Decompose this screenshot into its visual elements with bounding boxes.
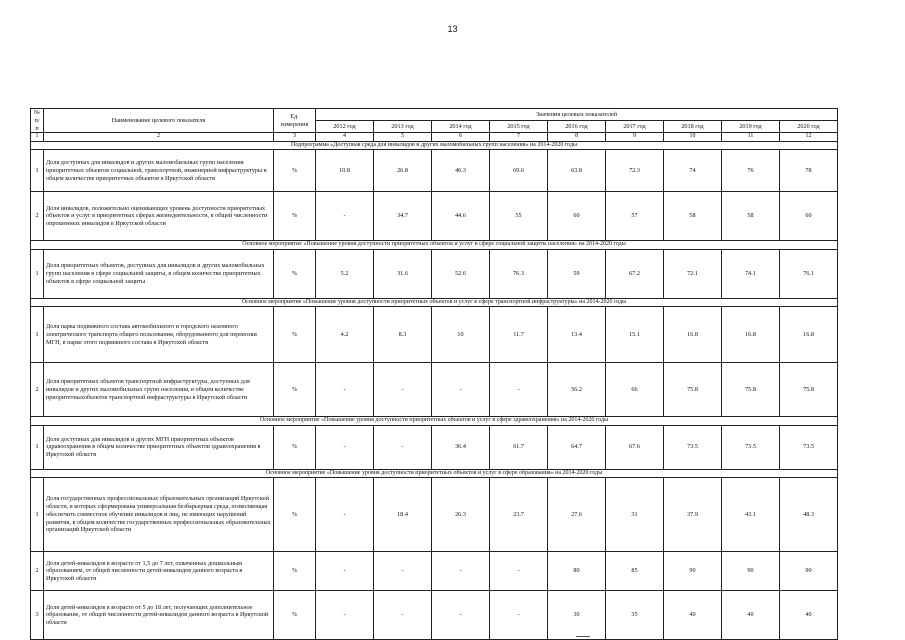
indicator-name: Доля приоритетных объектов транспортной инфраструктуры, доступных для инвалидов и других маломобильных групп населения, в общем количестве приоритетныхобъектов транспортной инфраструктуры в Иркутской области [44, 363, 274, 417]
value-cell: - [316, 591, 374, 640]
value-cell: - [316, 425, 374, 469]
value-cell: 4.2 [316, 307, 374, 363]
value-cell: 73.5 [664, 425, 722, 469]
value-cell: 31.6 [374, 249, 432, 298]
section-title-row [31, 241, 838, 250]
value-cell: 75.8 [664, 363, 722, 417]
value-cell: 57 [606, 192, 664, 241]
section-title-row [31, 141, 838, 150]
value-cell: 8.3 [374, 307, 432, 363]
header-year: 2019 год [722, 121, 780, 133]
value-cell: - [490, 591, 548, 640]
value-cell: 56.2 [548, 363, 606, 417]
header-year: 2016 год [548, 121, 606, 133]
value-cell: 76.1 [780, 249, 838, 298]
value-cell: - [316, 478, 374, 552]
column-number: 2 [44, 133, 274, 142]
section-title-row [31, 469, 838, 478]
indicator-name: Доля доступных для инвалидов и других МГН приоритетных объектов здравоохранения в общем количестве приоритетных объектов здравоохранения в Иркутской области [44, 425, 274, 469]
unit-cell: % [274, 249, 316, 298]
value-cell: 90 [722, 552, 780, 591]
unit-cell: % [274, 150, 316, 192]
value-cell: 73.5 [780, 425, 838, 469]
table-row [31, 591, 838, 640]
unit-cell: % [274, 478, 316, 552]
value-cell: 69.6 [490, 150, 548, 192]
value-cell: 10 [432, 307, 490, 363]
column-number: 7 [490, 133, 548, 142]
row-number: 1 [31, 478, 44, 552]
row-number: 2 [31, 363, 44, 417]
table-row [31, 249, 838, 298]
section-title-row [31, 298, 838, 307]
value-cell: 18.4 [374, 478, 432, 552]
section-title: Подпрограмма «Доступная среда для инвалидов и других маломобильных групп населения» на 2014-2020 годы [31, 141, 838, 150]
value-cell: 90 [780, 552, 838, 591]
header-year: 2014 год [432, 121, 490, 133]
value-cell: 72.3 [606, 150, 664, 192]
value-cell: 60 [780, 192, 838, 241]
table-row [31, 425, 838, 469]
table-row [31, 307, 838, 363]
table-row [31, 150, 838, 192]
value-cell: - [316, 552, 374, 591]
header-num: № п/п [31, 109, 44, 133]
value-cell: 23.7 [490, 478, 548, 552]
table-row [31, 552, 838, 591]
value-cell: 13.4 [548, 307, 606, 363]
value-cell: 74 [664, 150, 722, 192]
value-cell: 5.2 [316, 249, 374, 298]
page-number: 13 [447, 24, 458, 34]
value-cell: 30 [548, 591, 606, 640]
value-cell: 75.8 [722, 363, 780, 417]
unit-cell: % [274, 591, 316, 640]
value-cell: 58 [664, 192, 722, 241]
column-numbers-row [31, 133, 838, 142]
column-number: 11 [722, 133, 780, 142]
header-unit: Ед. измерения [274, 109, 316, 133]
unit-cell: % [274, 307, 316, 363]
unit-cell: % [274, 363, 316, 417]
value-cell: 35 [606, 591, 664, 640]
indicator-name: Доля доступных для инвалидов и других маломобильных групп населения приоритетных объектов социальной, транспортной, инженерной инфраструктуры в общем количестве приоритетных объектов в Иркутской области [44, 150, 274, 192]
header-year: 2017 год [606, 121, 664, 133]
value-cell: 64.7 [548, 425, 606, 469]
value-cell: - [432, 591, 490, 640]
unit-cell: % [274, 552, 316, 591]
value-cell: 60 [548, 192, 606, 241]
unit-cell: % [274, 192, 316, 241]
value-cell: 44.6 [432, 192, 490, 241]
column-number: 9 [606, 133, 664, 142]
indicator-name: Доля приоритетных объектов, доступных для инвалидов и других маломобильных групп населения в сфере социальной защиты, в общем количестве приоритетных объектов в сфере социальной защиты [44, 249, 274, 298]
value-cell: 78 [780, 150, 838, 192]
row-number: 1 [31, 425, 44, 469]
table-row [31, 363, 838, 417]
value-cell: - [374, 552, 432, 591]
value-cell: 27.6 [548, 478, 606, 552]
header-year: 2012 год [316, 121, 374, 133]
indicators-table [30, 108, 838, 640]
value-cell: 48.3 [780, 478, 838, 552]
section-title: Основное мероприятие «Повышение уровня доступности приоритетных объектов и услуг в сфере образования» на 2014-2020 годы [31, 469, 838, 478]
row-number: 1 [31, 307, 44, 363]
column-number: 6 [432, 133, 490, 142]
header-year: 2013 год [374, 121, 432, 133]
value-cell: - [374, 425, 432, 469]
row-number: 2 [31, 552, 44, 591]
value-cell: 61.7 [490, 425, 548, 469]
value-cell: - [432, 363, 490, 417]
column-number: 8 [548, 133, 606, 142]
indicator-name: Доля инвалидов, положительно оценивающих уровень доступности приоритетных объектов и услуг в приоритетных сферах жизнедеятельности, в общей численности опрошенных инвалидов в Иркутской области [44, 192, 274, 241]
value-cell: 40 [722, 591, 780, 640]
value-cell: 74.1 [722, 249, 780, 298]
value-cell: 16.8 [780, 307, 838, 363]
header-year: 2015 год [490, 121, 548, 133]
value-cell: 90 [664, 552, 722, 591]
indicator-name: Доля государственных профессиональных образовательных организаций Иркутской области, в которых сформирована универсальная безбарьерная среда, позволяющая обеспечить совместное обучение инвалидов и лиц, не имеющих нарушений развития, в общем количестве государственных профессиональных образовательных организаций Иркутской области [44, 478, 274, 552]
value-cell: 67.6 [606, 425, 664, 469]
row-number: 1 [31, 150, 44, 192]
value-cell: 66 [606, 363, 664, 417]
value-cell: 15.1 [606, 307, 664, 363]
value-cell: 58 [722, 192, 780, 241]
value-cell: 11.7 [490, 307, 548, 363]
header-year: 2018 год [664, 121, 722, 133]
value-cell: 16.8 [722, 307, 780, 363]
value-cell: 52.6 [432, 249, 490, 298]
row-number: 3 [31, 591, 44, 640]
column-number: 1 [31, 133, 44, 142]
value-cell: 59 [548, 249, 606, 298]
value-cell: 76 [722, 150, 780, 192]
indicator-name: Доля парка подвижного состава автомобильного и городского наземного электрического транспорта общего пользования, оборудованного для перевозки МГН, в парке этого подвижного состава в Иркутской области [44, 307, 274, 363]
column-number: 5 [374, 133, 432, 142]
value-cell: 40 [664, 591, 722, 640]
section-title: Основное мероприятие «Повышение уровня доступности приоритетных объектов и услуг в сфере транспортной инфраструктуры» на 2014-2020 годы [31, 298, 838, 307]
value-cell: 85 [606, 552, 664, 591]
value-cell: 80 [548, 552, 606, 591]
value-cell: - [374, 363, 432, 417]
value-cell: - [316, 363, 374, 417]
value-cell: 75.8 [780, 363, 838, 417]
value-cell: 37.9 [664, 478, 722, 552]
column-number: 4 [316, 133, 374, 142]
value-cell: 40 [780, 591, 838, 640]
row-number: 2 [31, 192, 44, 241]
value-cell: 73.5 [722, 425, 780, 469]
value-cell: 31 [606, 478, 664, 552]
section-title-row [31, 417, 838, 426]
value-cell: - [374, 591, 432, 640]
value-cell: 55 [490, 192, 548, 241]
value-cell: 43.1 [722, 478, 780, 552]
column-number: 10 [664, 133, 722, 142]
value-cell: 63.8 [548, 150, 606, 192]
value-cell: 16.8 [664, 307, 722, 363]
indicator-name: Доля детей-инвалидов в возрасте от 5 до 18 лет, получающих дополнительное образование, от общей численности детей-инвалидов данного возраста в Иркутской области [44, 591, 274, 640]
value-cell: 34.7 [374, 192, 432, 241]
header-row [31, 109, 838, 121]
unit-cell: % [274, 425, 316, 469]
value-cell: - [432, 552, 490, 591]
value-cell: 26.8 [374, 150, 432, 192]
table-row [31, 192, 838, 241]
section-title: Основное мероприятие «Повышение уровня доступности приоритетных объектов и услуг в сфере социальной защиты населения» на 2014-2020 годы [31, 241, 838, 250]
value-cell: 76.3 [490, 249, 548, 298]
value-cell: 26.3 [432, 478, 490, 552]
header-name: Наименование целевого показателя [44, 109, 274, 133]
header-year: 2020 год [780, 121, 838, 133]
value-cell: 36.4 [432, 425, 490, 469]
column-number: 12 [780, 133, 838, 142]
column-number: 3 [274, 133, 316, 142]
value-cell: 67.2 [606, 249, 664, 298]
table-row [31, 478, 838, 552]
value-cell: 46.3 [432, 150, 490, 192]
value-cell: 10.8 [316, 150, 374, 192]
indicator-name: Доля детей-инвалидов в возрасте от 1,5 до 7 лет, охваченных дошкольным образованием, от общей численности детей-инвалидов данного возраста в Иркутской области [44, 552, 274, 591]
header-values-group: Значения целевых показателей [316, 109, 838, 121]
scan-mark [576, 636, 590, 637]
value-cell: 72.1 [664, 249, 722, 298]
value-cell: - [490, 363, 548, 417]
row-number: 1 [31, 249, 44, 298]
section-title: Основное мероприятие «Повышение уровня доступности приоритетных объектов и услуг в сфере здравоохранения» на 2014-2020 годы [31, 417, 838, 426]
value-cell: - [316, 192, 374, 241]
value-cell: - [490, 552, 548, 591]
